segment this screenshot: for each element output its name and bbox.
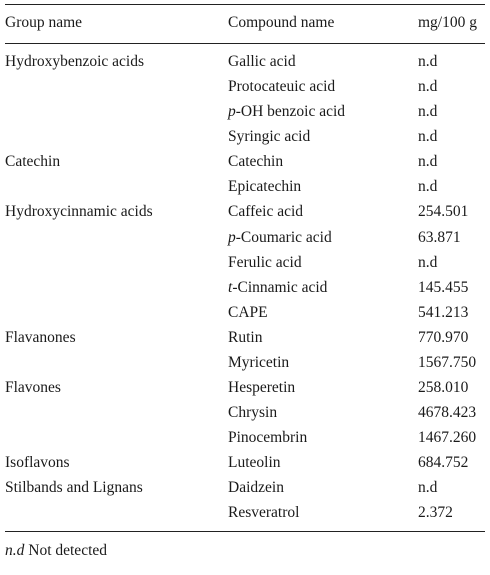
table-header-rule — [5, 43, 485, 44]
table-cell-compound — [228, 453, 281, 473]
table-bottom-rule — [5, 531, 485, 532]
table-cell-group: Isoflavons — [5, 454, 70, 471]
footnote-abbr: n.d — [5, 542, 25, 559]
compound-name: Ferulic acid — [228, 254, 302, 271]
table-cell-value: n.d — [418, 128, 438, 145]
compound-name: Caffeic acid — [228, 203, 304, 220]
table-cell-value: 1467.260 — [418, 429, 477, 446]
compound-name: Epicatechin — [228, 178, 302, 195]
compound-name: Chrysin — [228, 404, 278, 421]
table-cell-value: 145.455 — [418, 279, 469, 296]
compound-prefix: p — [228, 103, 236, 120]
compound-name: Rutin — [228, 329, 263, 346]
table-cell-value: n.d — [418, 103, 438, 120]
compound-name: Syringic acid — [228, 128, 311, 145]
table-cell-compound — [228, 503, 299, 523]
table-cell-value: n.d — [418, 479, 438, 496]
table-cell-group: Flavones — [5, 379, 61, 396]
table-cell-compound — [228, 52, 296, 72]
compound-name: -OH benzoic acid — [235, 103, 346, 120]
table-cell-value: 63.871 — [418, 229, 461, 246]
compound-name: Daidzein — [228, 479, 284, 496]
table-cell-value: 684.752 — [418, 454, 469, 471]
table-cell-value: 4678.423 — [418, 404, 477, 421]
table-cell-compound — [228, 77, 335, 97]
header-mg-per-100g: mg/100 g — [418, 14, 477, 31]
compound-name: Catechin — [228, 153, 284, 170]
table-cell-value: 254.501 — [418, 203, 469, 220]
table-cell-compound — [228, 152, 283, 172]
table-cell-compound — [228, 177, 301, 197]
header-group-name: Group name — [5, 14, 83, 31]
table-cell-group: Stilbands and Lignans — [5, 479, 143, 496]
table-cell-value: n.d — [418, 53, 438, 70]
table-cell-group: Catechin — [5, 153, 61, 170]
table-top-rule — [5, 4, 485, 5]
compound-name: Protocateuic acid — [228, 78, 336, 95]
footnote — [5, 541, 107, 561]
compound-prefix: p — [228, 229, 236, 246]
compound-prefix: t — [228, 279, 233, 296]
table-cell-compound — [228, 378, 295, 398]
table-cell-value: 541.213 — [418, 304, 469, 321]
table-cell-group: Hydroxybenzoic acids — [5, 53, 145, 70]
table-cell-value: 258.010 — [418, 379, 469, 396]
compound-name: Myricetin — [228, 354, 290, 371]
footnote-text: Not detected — [24, 542, 108, 559]
compound-name: Hesperetin — [228, 379, 296, 396]
table-cell-value: 2.372 — [418, 504, 453, 521]
header-compound-name: Compound name — [228, 14, 335, 31]
table-cell-compound — [228, 303, 268, 323]
compound-name: CAPE — [228, 304, 268, 321]
table-cell-compound — [228, 228, 332, 248]
compound-name: Resveratrol — [228, 504, 300, 521]
table-cell-compound — [228, 253, 302, 273]
table-cell-compound — [228, 278, 327, 298]
table-cell-compound — [228, 102, 345, 122]
table-cell-compound — [228, 403, 277, 423]
table-cell-value: n.d — [418, 153, 438, 170]
table-cell-compound — [228, 328, 262, 348]
table-cell-group: Hydroxycinnamic acids — [5, 203, 153, 220]
table-cell-value: n.d — [418, 254, 438, 271]
compound-name: Luteolin — [228, 454, 281, 471]
table-cell-compound — [228, 127, 310, 147]
table-cell-compound — [228, 428, 307, 448]
compound-name: -Cinnamic acid — [232, 279, 328, 296]
table-cell-value: 770.970 — [418, 329, 469, 346]
table-cell-value: n.d — [418, 78, 438, 95]
table-cell-compound — [228, 353, 289, 373]
compound-name: -Coumaric acid — [235, 229, 332, 246]
table-cell-compound — [228, 202, 303, 222]
table-cell-value: 1567.750 — [418, 354, 477, 371]
table-cell-group: Flavanones — [5, 329, 76, 346]
table-cell-value: n.d — [418, 178, 438, 195]
compound-name: Gallic acid — [228, 53, 296, 70]
table-cell-compound — [228, 478, 284, 498]
compound-name: Pinocembrin — [228, 429, 308, 446]
